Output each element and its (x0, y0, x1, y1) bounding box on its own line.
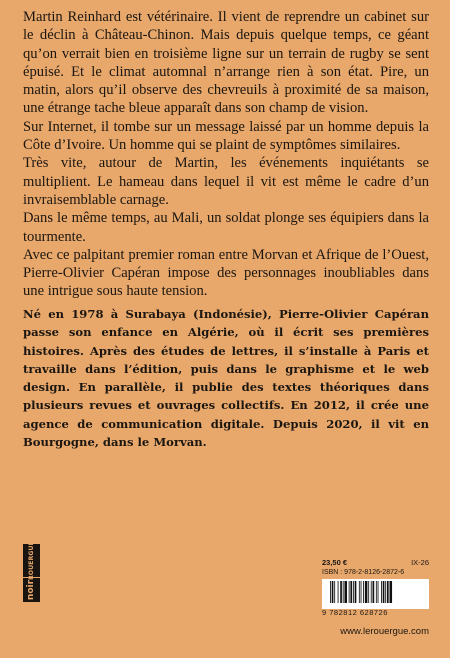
barcode-bar (373, 581, 375, 603)
barcode-bar (376, 581, 377, 603)
synopsis-paragraph-2: Sur Internet, il tombe sur un message laissé par un homme depuis la Côte d’Ivoire. Un homme qui se plaint de symptômes similaires. (23, 118, 429, 154)
synopsis-paragraph-1: Martin Reinhard est vétérinaire. Il vient de reprendre un cabinet sur le déclin à Château-Chinon. Mais depuis quelque temps, ce géant qu’on verrait bien en troisième ligne sur un terrain de rugby se sent épuisé. Et le climat automnal n’arrange rien à son état. Pire, un matin, alors qu’il observe des chevreuils à proximité de sa maison, une étrange tache bleue apparaît dans son champ de vision. (23, 9, 429, 117)
barcode-bar (378, 581, 379, 603)
barcode-bar (383, 581, 385, 603)
publisher-website[interactable]: www.lerouergue.com (340, 626, 429, 637)
barcode-bar (368, 581, 369, 603)
price: 23,50 € (322, 558, 348, 567)
barcode-bar (334, 581, 335, 603)
barcode-bar (330, 581, 331, 603)
barcode-bar (338, 581, 339, 603)
barcode-number: 9 782812 628726 (322, 608, 388, 617)
logo-noir-text: noir (26, 579, 37, 601)
barcode-bar (355, 581, 357, 603)
publisher-logo (23, 541, 40, 602)
synopsis-paragraph-4: Dans le même temps, au Mali, un soldat plonge ses équipiers dans la tourmente. (23, 210, 429, 245)
barcode-bar (381, 581, 382, 603)
barcode-bars (330, 581, 424, 607)
barcode-bar (361, 581, 362, 603)
barcode-block (322, 558, 429, 618)
barcode-bar (332, 581, 334, 603)
isbn: ISBN : 978-2-8126-2872-6 (322, 569, 405, 576)
synopsis-paragraph-3: Très vite, autour de Martin, les événements inquiétants se multiplient. Le hameau dans lequel il vit est même le cadre d’un invraisemblable carnage. (23, 155, 429, 208)
barcode-bar (385, 581, 386, 603)
barcode-bar (340, 581, 342, 603)
barcode-bar (349, 581, 350, 603)
barcode-bar (390, 581, 393, 603)
barcode-bar (344, 581, 347, 603)
synopsis (23, 8, 429, 301)
barcode-bar (365, 581, 368, 603)
barcode-bar (343, 581, 344, 603)
logo-rouergue-text: ROUERGUE (28, 541, 35, 580)
barcode-bar (359, 581, 360, 603)
barcode-bar (363, 581, 364, 603)
synopsis-paragraph-5: Avec ce palpitant premier roman entre Morvan et Afrique de l’Ouest, Pierre-Olivier Capéran impose des personnages inoubliables dans une intrigue sous haute tension. (23, 246, 429, 300)
barcode-bar (353, 581, 354, 603)
author-bio: Né en 1978 à Surabaya (Indonésie), Pierre-Olivier Capéran passe son enfance en Algérie, où il écrit ses premières histoires. Après des études de lettres, il s’installe à Paris et travaille dans l’édition, puis dans le graphisme et le web design. En parallèle, il publie des textes théoriques dans plusieurs revues et ouvrages collectifs. En 2012, il crée une agence de communication digitale. Depuis 2020, il vit en Bourgogne, dans le Morvan. (23, 307, 429, 450)
product-code: IX-26 (411, 558, 429, 567)
barcode-bar (387, 581, 389, 603)
barcode-bar (350, 581, 352, 603)
barcode-bar (371, 581, 372, 603)
barcode (322, 579, 429, 617)
